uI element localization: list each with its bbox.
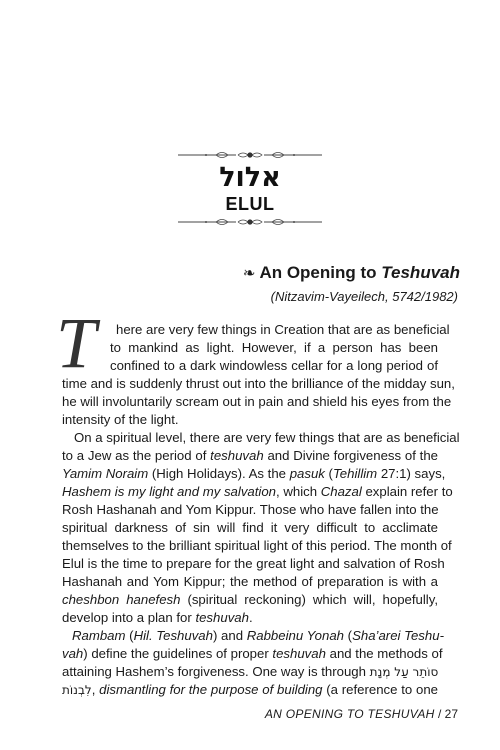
text-line: to a Jew as the period of teshuvah and Divine forgiveness of the [62,448,438,463]
running-head: AN OPENING TO TESHUVAH [264,707,435,721]
footer-separator: / [434,707,445,721]
text-line: Yamim Noraim (High Holidays). As the pasuk (Tehillim 27:1) says, [62,466,446,481]
text-line: spiritual darkness of sin will find it very difficult to acclimate [62,520,438,535]
text-line: attaining Hashem’s forgiveness. One way is through סוֹתֵר עַל מְנָת [62,664,439,679]
text-line: intensity of the light. [62,412,179,427]
text-line: Hashem is my light and my salvation, which Chazal explain refer to [62,484,453,499]
text-line: Elul is the time to prepare for the great light and salvation of Rosh [62,556,445,571]
bottom-ornament-divider-icon [176,215,324,229]
text-line: time and is suddenly thrust out into the brilliance of the midday sun, [62,376,455,391]
chapter-title: ELUL [225,194,275,214]
text-line: cheshbon hanefesh (spiritual reckoning) which will, hopefully, [62,592,438,607]
section-source: (Nitzavim-Vayeilech, 5742/1982) [270,289,458,304]
section-heading [243,262,460,285]
page-footer [265,706,458,722]
section-heading-term: Teshuvah [381,263,460,282]
drop-cap: T [56,303,97,383]
text-line: Hashanah and Yom Kippur; the method of preparation is with a [62,574,438,589]
section-heading-prefix: An Opening to [259,263,382,282]
fleuron-icon: ❧ [242,265,256,282]
text-line: he will involuntarily scream out in pain and shield his eyes from the [62,394,452,409]
text-line: to mankind as light. However, if a person has been [110,340,438,355]
text-line: לִבְנוֹת, dismantling for the purpose of building (a reference to one [62,682,438,697]
page-number: 27 [444,707,458,721]
text-line: On a spiritual level, there are very few things that are as beneficial [74,430,460,445]
text-line: vah) define the guidelines of proper teshuvah and the methods of [62,646,443,661]
text-line: confined to a dark windowless cellar for a long period of [110,358,438,373]
chapter-hebrew-title: אלול [219,162,281,193]
top-ornament-divider-icon [176,148,324,162]
text-line: Rosh Hashanah and Yom Kippur. Those who have fallen into the [62,502,439,517]
text-line: Rambam (Hil. Teshuvah) and Rabbeinu Yonah (Sha’arei Teshu- [72,628,444,643]
text-line: here are very few things in Creation that are as beneficial [116,322,450,337]
text-line: themselves to the brilliant spiritual light of this period. The month of [62,538,452,553]
text-line: develop into a plan for teshuvah. [62,610,253,625]
